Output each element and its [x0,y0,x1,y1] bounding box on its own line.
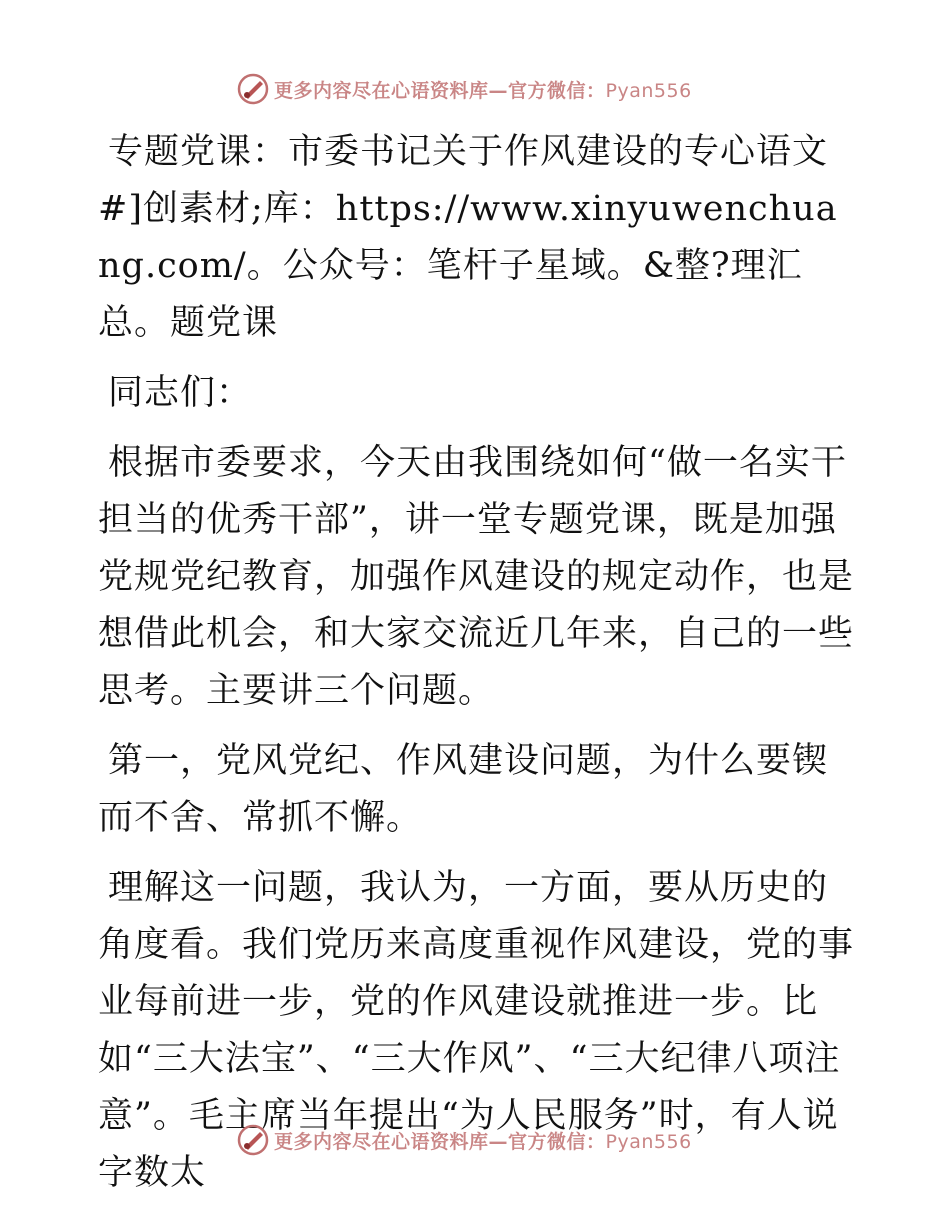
salutation: 同志们： [108,373,253,413]
section-heading: 第一，党风党纪、作风建设问题，为什么要锲而不舍、常抓不懈。 [98,741,829,838]
brush-logo-icon [236,1123,270,1157]
watermark-footer [236,1122,692,1158]
title-paragraph: 专题党课：市委书记关于作风建设的专心语文#]创素材;库：https://www.xinyuwenchuang.com/。公众号：笔杆子星域。&整?理汇总。题党课 [98,132,838,343]
watermark-text: 更多内容尽在心语资料库—官方微信：Pyan556 [274,79,692,102]
watermark-header [236,71,692,107]
watermark-text: 更多内容尽在心语资料库—官方微信：Pyan556 [274,1130,692,1153]
document-body [98,124,858,1215]
intro-paragraph: 根据市委要求，今天由我围绕如何“做一名实干担当的优秀干部”，讲一堂专题党课，既是加强党规党纪教育，加强作风建设的规定动作，也是想借此机会，和大家交流近几年来，自己的一些思考。主要讲三个问题。 [98,443,855,711]
brush-logo-icon [236,72,270,106]
body-paragraph: 理解这一问题，我认为，一方面，要从历史的角度看。我们党历来高度重视作风建设，党的事业每前进一步，党的作风建设就推进一步。比如“三大法宝”、“三大作风”、“三大纪律八项注意”。毛主席当年提出“为人民服务”时，有人说字数太 [98,868,855,1193]
